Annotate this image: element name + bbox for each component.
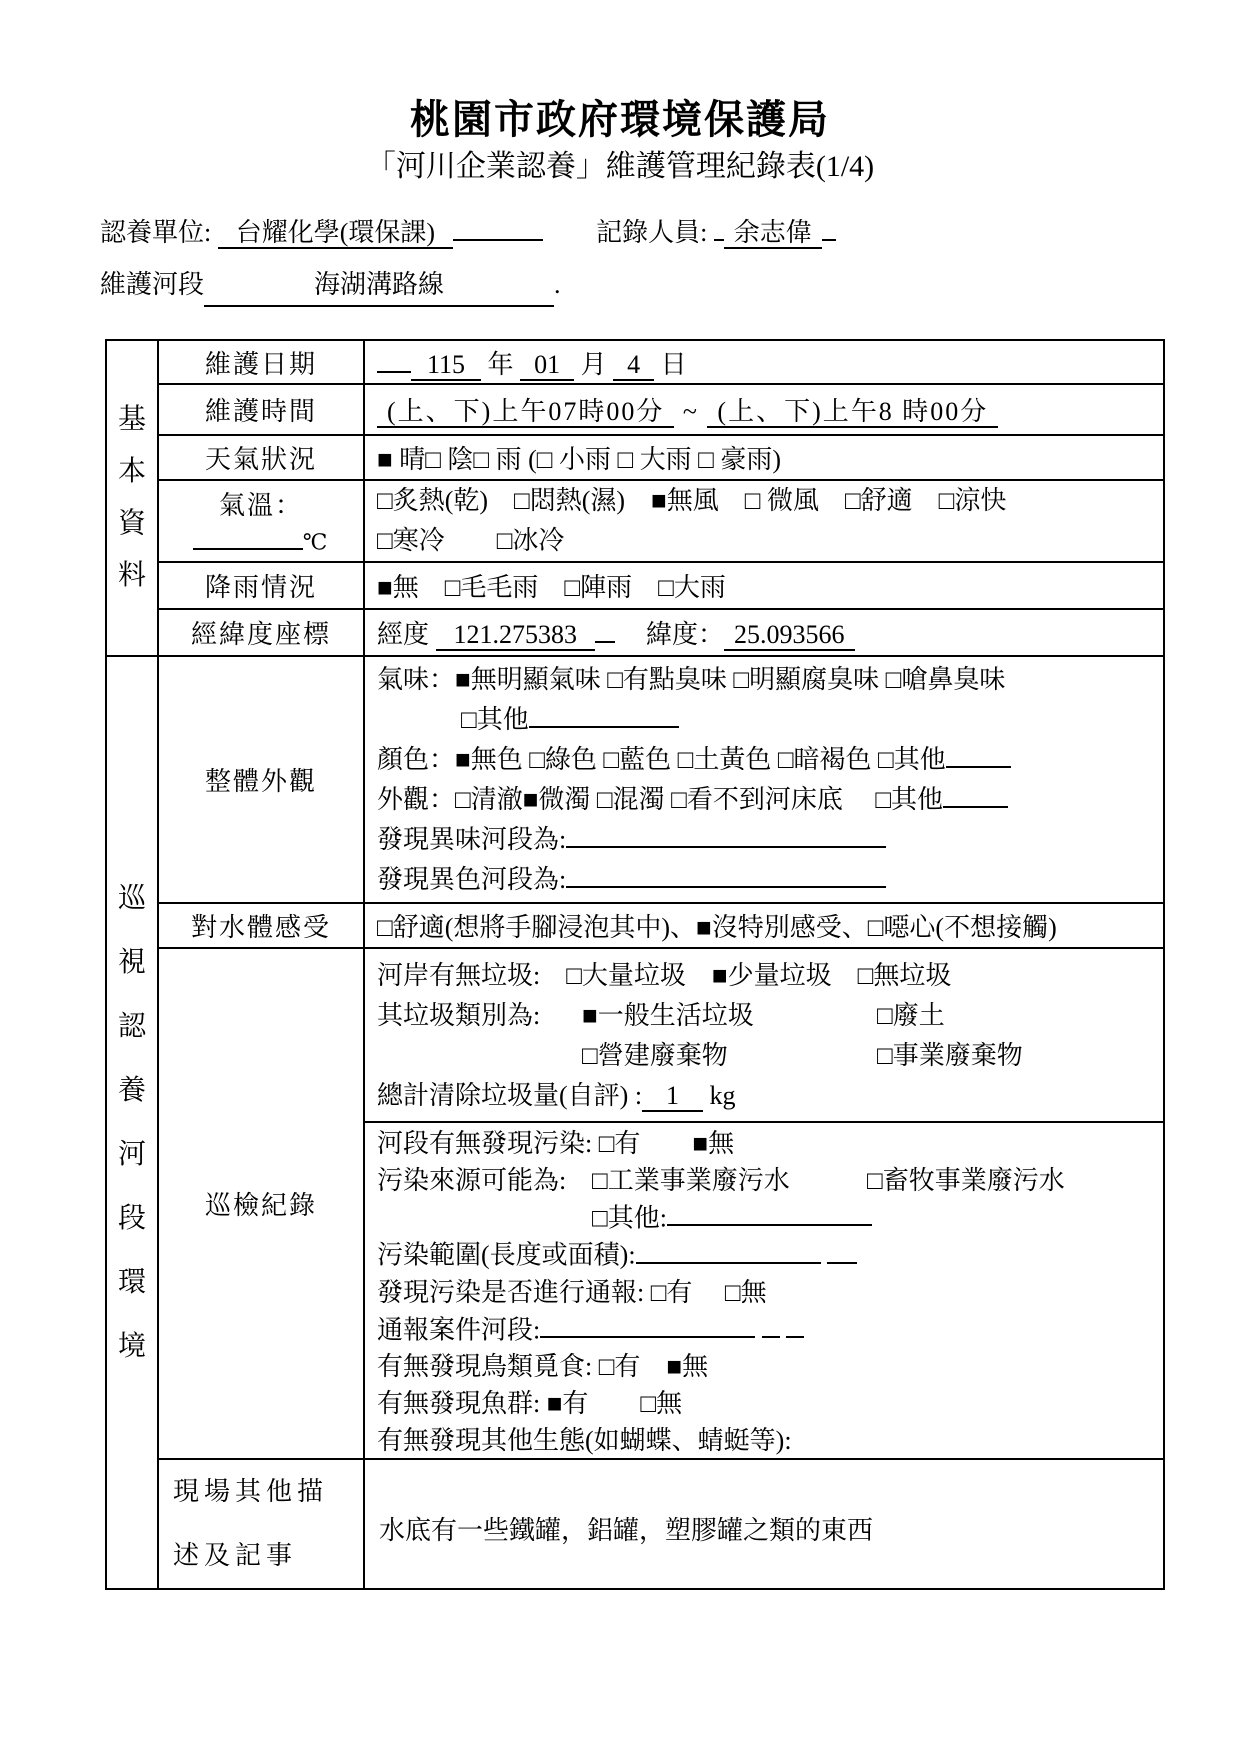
trash-total-label: 總計清除垃圾量(自評) : xyxy=(377,1081,643,1110)
lat-label: 緯度： xyxy=(646,620,725,649)
temp-options-line2: □寒冷 □冰冷 xyxy=(377,526,565,555)
color-other-blank xyxy=(946,740,1011,767)
appearance-smell: 氣味：■無明顯氣味 □有點臭味 □明顯腐臭味 □嗆鼻臭味 xyxy=(377,664,1006,694)
pollution-range-label: 污染範圍(長度或面積): xyxy=(377,1240,636,1270)
row-coords-value xyxy=(364,609,1164,656)
pollution-source-other: □其他: xyxy=(592,1203,667,1233)
row-appearance-label: 整體外觀 xyxy=(158,656,364,903)
temp-label-text: 氣溫： xyxy=(218,491,303,521)
trash-total-line xyxy=(377,1076,1163,1116)
row-weather-label: 天氣狀況 xyxy=(158,435,364,480)
time-from: (上、下)上午07時00分 xyxy=(377,397,674,428)
lng-value: 121.275383 xyxy=(436,620,596,651)
smell-other-blank xyxy=(529,700,679,727)
river-label: 維護河段 xyxy=(100,270,205,299)
trash-type-general: ■一般生活垃圾 xyxy=(582,1001,754,1030)
date-blank xyxy=(377,345,411,372)
pollution-source-livestock: □畜牧事業廢污水 xyxy=(867,1166,1065,1195)
temp-options-line1: □炙熱(乾) □悶熱(濕) ■無風 □ 微風 □舒適 □涼快 xyxy=(377,486,1007,515)
look-other-blank xyxy=(943,780,1008,807)
color-options: 顏色：■無色 □綠色 □藍色 □土黃色 □暗褐色 □其他 xyxy=(377,744,946,774)
pollution-line5: 發現污染是否進行通報: □有 □無 xyxy=(377,1277,767,1307)
report-case-label: 通報案件河段: xyxy=(377,1314,541,1344)
recorder-value: 余志偉 xyxy=(724,218,822,249)
row-appearance-value xyxy=(364,656,1164,903)
row-temp-label xyxy=(158,480,364,562)
trash-total-unit: kg xyxy=(709,1081,736,1110)
trash-type-label: 其垃圾類別為: xyxy=(377,1001,541,1030)
pollution-other-blank xyxy=(667,1199,872,1226)
report-case-blank2 xyxy=(762,1311,780,1338)
trash-type-industrial: □事業廢棄物 xyxy=(877,1041,1023,1070)
trash-line2 xyxy=(377,996,1163,1036)
row-rain-label: 降雨情況 xyxy=(158,562,364,609)
smell-other-label: □其他 xyxy=(461,704,529,734)
form-subtitle: 「河川企業認養」維護管理紀錄表(1/4) xyxy=(365,150,875,183)
appearance-odd-smell xyxy=(377,820,1163,860)
pollution-line3 xyxy=(377,1199,1163,1236)
date-year-unit: 年 xyxy=(487,349,514,379)
inspect-pollution-block xyxy=(365,1123,1163,1457)
date-month-unit: 月 xyxy=(580,349,607,379)
row-time-label: 維護時間 xyxy=(158,384,364,435)
temp-blank xyxy=(193,522,303,549)
section-patrol-label: 巡視認養河段環境 xyxy=(117,882,146,1362)
lng-blank xyxy=(595,616,615,643)
row-notes-value: 水底有一些鐵罐，鋁罐，塑膠罐之類的東西 xyxy=(364,1459,1164,1589)
look-options: 外觀：□清澈■微濁 □混濁 □看不到河床底 □其他 xyxy=(377,784,944,814)
odd-smell-blank xyxy=(566,820,886,847)
row-inspect-value xyxy=(364,948,1164,1459)
meta-line-1 xyxy=(100,213,1240,253)
temp-unit: ℃ xyxy=(302,529,330,555)
row-notes-label xyxy=(158,1459,364,1589)
odd-smell-label: 發現異味河段為: xyxy=(377,824,567,854)
lng-label: 經度 xyxy=(377,620,430,649)
report-case-blank xyxy=(540,1311,755,1338)
trash-type-construction: □營建廢棄物 xyxy=(582,1041,728,1070)
notes-label-text: 現場其他描述及記事 xyxy=(173,1477,329,1570)
time-to: (上、下)上午8 時00分 xyxy=(707,397,998,428)
unit-label: 認養單位: xyxy=(100,218,212,247)
pollution-line2 xyxy=(377,1162,1163,1199)
row-inspect-label: 巡檢紀錄 xyxy=(158,948,364,1459)
pollution-source-industrial: □工業事業廢污水 xyxy=(592,1166,790,1195)
row-temp-value xyxy=(364,480,1164,562)
pollution-range-blank2 xyxy=(827,1236,857,1263)
pollution-source-label: 污染來源可能為: xyxy=(377,1166,567,1195)
date-month: 01 xyxy=(520,350,574,381)
row-rain-value: ■無 □毛毛雨 □陣雨 □大雨 xyxy=(364,562,1164,609)
lat-value: 25.093566 xyxy=(724,620,855,651)
river-suffix: . xyxy=(554,270,561,299)
river-value: 海湖溝路線 xyxy=(204,265,554,307)
row-date-value xyxy=(364,340,1164,384)
odd-color-blank xyxy=(566,860,886,887)
section-basic xyxy=(106,340,158,656)
date-day-unit: 日 xyxy=(660,349,687,379)
section-basic-label: 基本資料 xyxy=(117,404,146,591)
row-feel-value: □舒適(想將手腳浸泡其中)、■沒特別感受、□噁心(不想接觸) xyxy=(364,903,1164,948)
trash-line1: 河岸有無垃圾: □大量垃圾 ■少量垃圾 □無垃圾 xyxy=(377,961,952,990)
appearance-odd-color xyxy=(377,860,1163,900)
meta-line-2 xyxy=(100,265,1240,307)
row-coords-label: 經緯度座標 xyxy=(158,609,364,656)
pollution-range-blank xyxy=(636,1236,821,1263)
section-patrol xyxy=(106,656,158,1589)
pollution-line9: 有無發現其他生態(如蝴蝶、蜻蜓等): xyxy=(377,1425,792,1455)
row-date-label: 維護日期 xyxy=(158,340,364,384)
page-title: 桃園市政府環境保護局 xyxy=(410,98,830,142)
report-case-blank3 xyxy=(786,1311,804,1338)
appearance-look xyxy=(377,780,1163,820)
inspect-trash-block xyxy=(365,950,1163,1123)
date-year: 115 xyxy=(411,350,481,381)
pollution-line4 xyxy=(377,1236,1163,1273)
appearance-smell-other xyxy=(377,700,1163,740)
date-day: 4 xyxy=(613,350,654,381)
trash-total-value: 1 xyxy=(642,1081,703,1112)
unit-blank xyxy=(453,214,543,241)
pollution-line8: 有無發現魚群: ■有 □無 xyxy=(377,1388,683,1418)
row-time-value xyxy=(364,384,1164,435)
row-feel-label: 對水體感受 xyxy=(158,903,364,948)
pollution-line6 xyxy=(377,1311,1163,1348)
appearance-color xyxy=(377,740,1163,780)
record-table xyxy=(105,339,1165,1590)
trash-type-soil: □廢土 xyxy=(877,1001,945,1030)
recorder-blank-trail xyxy=(822,214,836,241)
recorder-blank-lead xyxy=(714,214,724,241)
pollution-line1: 河段有無發現污染: □有 ■無 xyxy=(377,1129,735,1158)
pollution-line7: 有無發現鳥類覓食: □有 ■無 xyxy=(377,1351,709,1381)
unit-value: 台耀化學(環保課) xyxy=(218,218,453,249)
recorder-label: 記錄人員: xyxy=(596,218,708,247)
row-weather-value: ■ 晴□ 陰□ 雨 (□ 小雨 □ 大雨 □ 豪雨) xyxy=(364,435,1164,480)
odd-color-label: 發現異色河段為: xyxy=(377,864,567,894)
trash-line3 xyxy=(377,1036,1163,1076)
time-separator: ~ xyxy=(682,397,699,426)
